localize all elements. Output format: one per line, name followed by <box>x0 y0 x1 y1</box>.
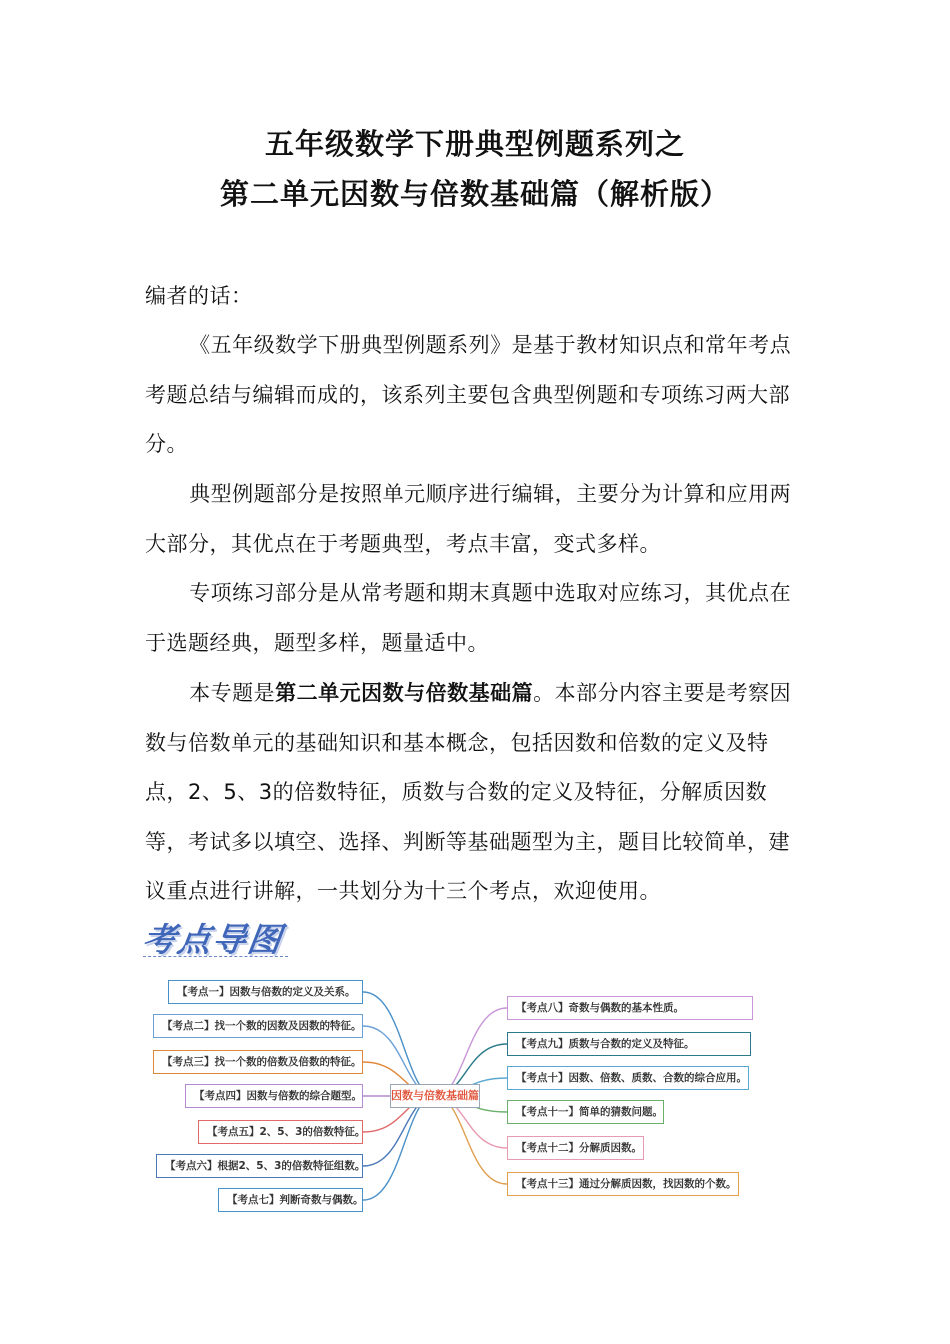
section-banner <box>139 914 313 962</box>
connector-left-1 <box>363 992 435 1096</box>
paragraph-4-post: 。本部分内容主要是考察因数与倍数单元的基础知识和基本概念，包括因数和倍数的定义及特点，2、5、3的倍数特征，质数与合数的定义及特征，分解质因数等，考试多以填空、选择、判断等基础题型为主，题目比较简单，建议重点进行讲解，一共划分为十三个考点，欢迎使用。 <box>145 681 792 904</box>
paragraph-4-bold: 第二单元因数与倍数基础篇 <box>275 681 534 705</box>
mind-map-node-right-6: 【考点十三】通过分解质因数，找因数的个数。 <box>507 1172 739 1196</box>
connector-right-1 <box>435 1008 507 1096</box>
intro-label: 编者的话： <box>145 284 253 308</box>
connector-left-7 <box>363 1096 435 1200</box>
mind-map-node-right-4: 【考点十一】简单的猜数问题。 <box>507 1100 664 1124</box>
document-title-line1: 五年级数学下册典型例题系列之 <box>264 127 685 161</box>
paragraph-4 <box>145 669 800 917</box>
mind-map-node-left-6: 【考点六】根据2、5、3的倍数特征组数。 <box>156 1154 363 1178</box>
banner-underline <box>143 956 288 957</box>
mind-map <box>140 970 770 1220</box>
paragraph-1: 《五年级数学下册典型例题系列》是基于教材知识点和常年考点考题总结与编辑而成的，该系列主要包含典型例题和专项练习两大部分。 <box>145 333 792 457</box>
mind-map-center: 因数与倍数基础篇 <box>390 1084 480 1108</box>
section-banner-text: 考点导图 <box>139 920 286 959</box>
connector-right-6 <box>435 1096 507 1184</box>
mind-map-node-right-3: 【考点十】因数、倍数、质数、合数的综合应用。 <box>507 1066 749 1090</box>
paragraph-4-pre: 本专题是 <box>189 681 276 705</box>
mind-map-node-left-3: 【考点三】找一个数的倍数及倍数的特征。 <box>153 1050 363 1074</box>
mind-map-node-left-4: 【考点四】因数与倍数的综合题型。 <box>185 1084 363 1108</box>
paragraph-3: 专项练习部分是从常考题和期末真题中选取对应练习，其优点在于选题经典，题型多样，题量适中。 <box>145 581 792 655</box>
mind-map-node-right-1: 【考点八】奇数与偶数的基本性质。 <box>507 996 753 1020</box>
mind-map-node-left-7: 【考点七】判断奇数与偶数。 <box>218 1188 363 1212</box>
document-title-line2: 第二单元因数与倍数基础篇（解析版） <box>219 177 730 211</box>
mind-map-node-left-2: 【考点二】找一个数的因数及因数的特征。 <box>153 1014 363 1038</box>
mind-map-node-right-2: 【考点九】质数与合数的定义及特征。 <box>507 1032 751 1056</box>
mind-map-node-left-5: 【考点五】2、5、3的倍数特征。 <box>198 1120 363 1144</box>
mind-map-node-left-1: 【考点一】因数与倍数的定义及关系。 <box>168 980 363 1004</box>
mind-map-node-right-5: 【考点十二】分解质因数。 <box>507 1136 644 1160</box>
paragraph-2: 典型例题部分是按照单元顺序进行编辑，主要分为计算和应用两大部分，其优点在于考题典型，考点丰富，变式多样。 <box>145 482 792 556</box>
